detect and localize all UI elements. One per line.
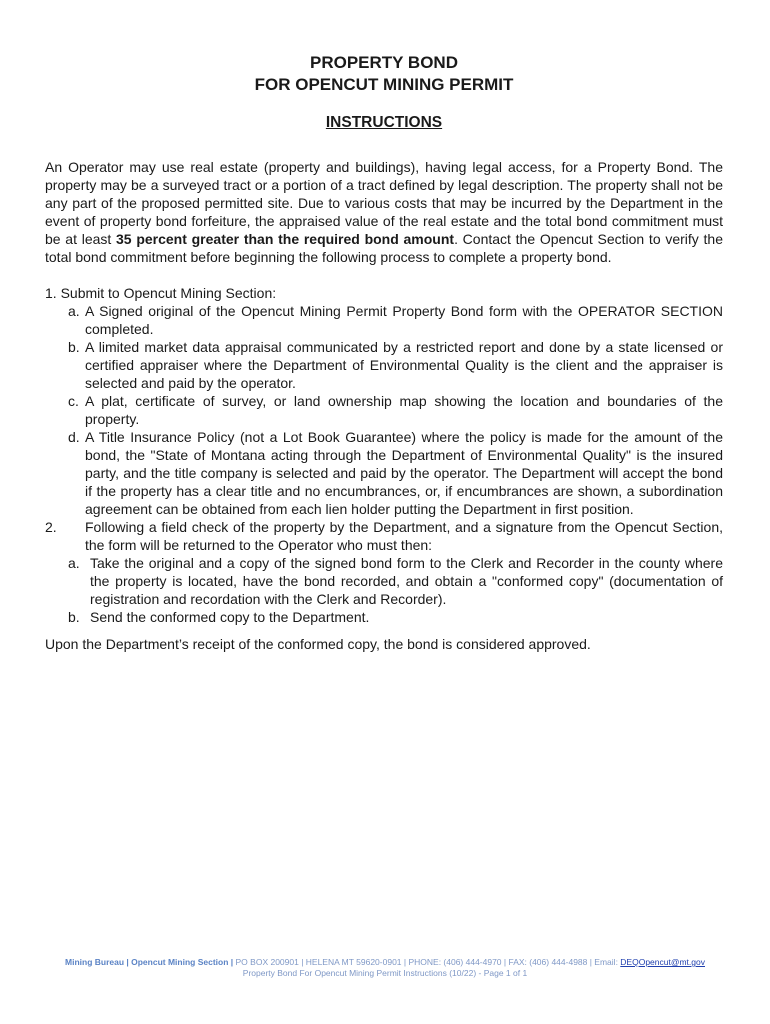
list-item-text: Take the original and a copy of the signed bond form to the Clerk and Recorder in the county where the property is located, have the bond recorded, and obtain a "conformed copy" (documentation of registration and recordation with the Clerk and Recorder). [90,555,723,607]
step2-list [45,554,723,626]
step1-item-d [45,428,723,518]
step2-paragraph [45,518,723,554]
step1-item-b [45,338,723,392]
list-item-text: A Title Insurance Policy (not a Lot Book Guarantee) where the policy is made for the amount of the bond, the "State of Montana acting through the Department of Environmental Quality" is the insured party, and the title company is selected and paid by the operator. The Department will accept the bond if the property has a clear title and no encumbrances, or, if encumbrances are shown, a subordination agreement can be obtained from each lien holder putting the Department in first position. [85,429,723,517]
footer-email-link[interactable]: DEQOpencut@mt.gov [620,957,705,967]
step1-item-c [45,392,723,428]
list-marker: c. [68,393,79,409]
step2-text: Following a field check of the property by the Department, and a signature from the Opencut Section, the form will be returned to the Operator who must then: [85,519,723,553]
closing-paragraph: Upon the Department’s receipt of the conformed copy, the bond is considered approved. [45,636,591,652]
list-item-text: A plat, certificate of survey, or land ownership map showing the location and boundaries of the property. [85,393,723,427]
intro-text-part2: . Contact the Opencut Section to verify the total bond commitment before beginning the following process to complete a property bond. [45,231,723,265]
intro-paragraph [45,158,723,266]
step2-marker: 2. [45,519,57,535]
footer-line2: Property Bond For Opencut Mining Permit Instructions (10/22) - Page 1 of 1 [242,968,528,978]
document-title-line2: FOR OPENCUT MINING PERMIT [254,75,514,94]
list-marker: b. [68,339,80,355]
footer-contact: PO BOX 200901 | HELENA MT 59620-0901 | PHONE: (406) 444-4970 | FAX: (406) 444-4988 | Email: [233,957,621,967]
step2-item-b [45,608,723,626]
step1-list [45,302,723,518]
list-marker: d. [68,429,80,445]
step1-heading: 1. Submit to Opencut Mining Section: [45,285,277,301]
instructions-heading: INSTRUCTIONS [325,114,443,131]
document-page [45,52,723,653]
list-item-text: A limited market data appraisal communicated by a restricted report and done by a state licensed or certified appraiser where the Department of Environmental Quality is the client and the appraiser is selected and paid by the operator. [85,339,723,391]
list-item-text: A Signed original of the Opencut Mining Permit Property Bond form with the OPERATOR SECTION completed. [85,303,723,337]
list-marker: a. [68,303,80,319]
intro-text-bold: 35 percent greater than the required bond amount [116,231,455,247]
page-footer [0,957,770,979]
document-title-line1: PROPERTY BOND [310,53,458,72]
step1-item-a [45,302,723,338]
intro-text-part1: An Operator may use real estate (property and buildings), having legal access, for a Property Bond. The property may be a surveyed tract or a portion of a tract defined by legal description. The property shall not be any part of the proposed permitted site. Due to various costs that may be incurred by the Department in the event of property bond forfeiture, the appraised value of the real estate and the total bond commitment must be at least [45,159,723,247]
list-item-text: Send the conformed copy to the Department. [90,609,370,625]
list-marker: b. [68,609,80,625]
footer-line1 [0,957,770,968]
step2-item-a [45,554,723,608]
list-marker: a. [68,555,80,571]
footer-org: Mining Bureau | Opencut Mining Section | [65,957,234,967]
